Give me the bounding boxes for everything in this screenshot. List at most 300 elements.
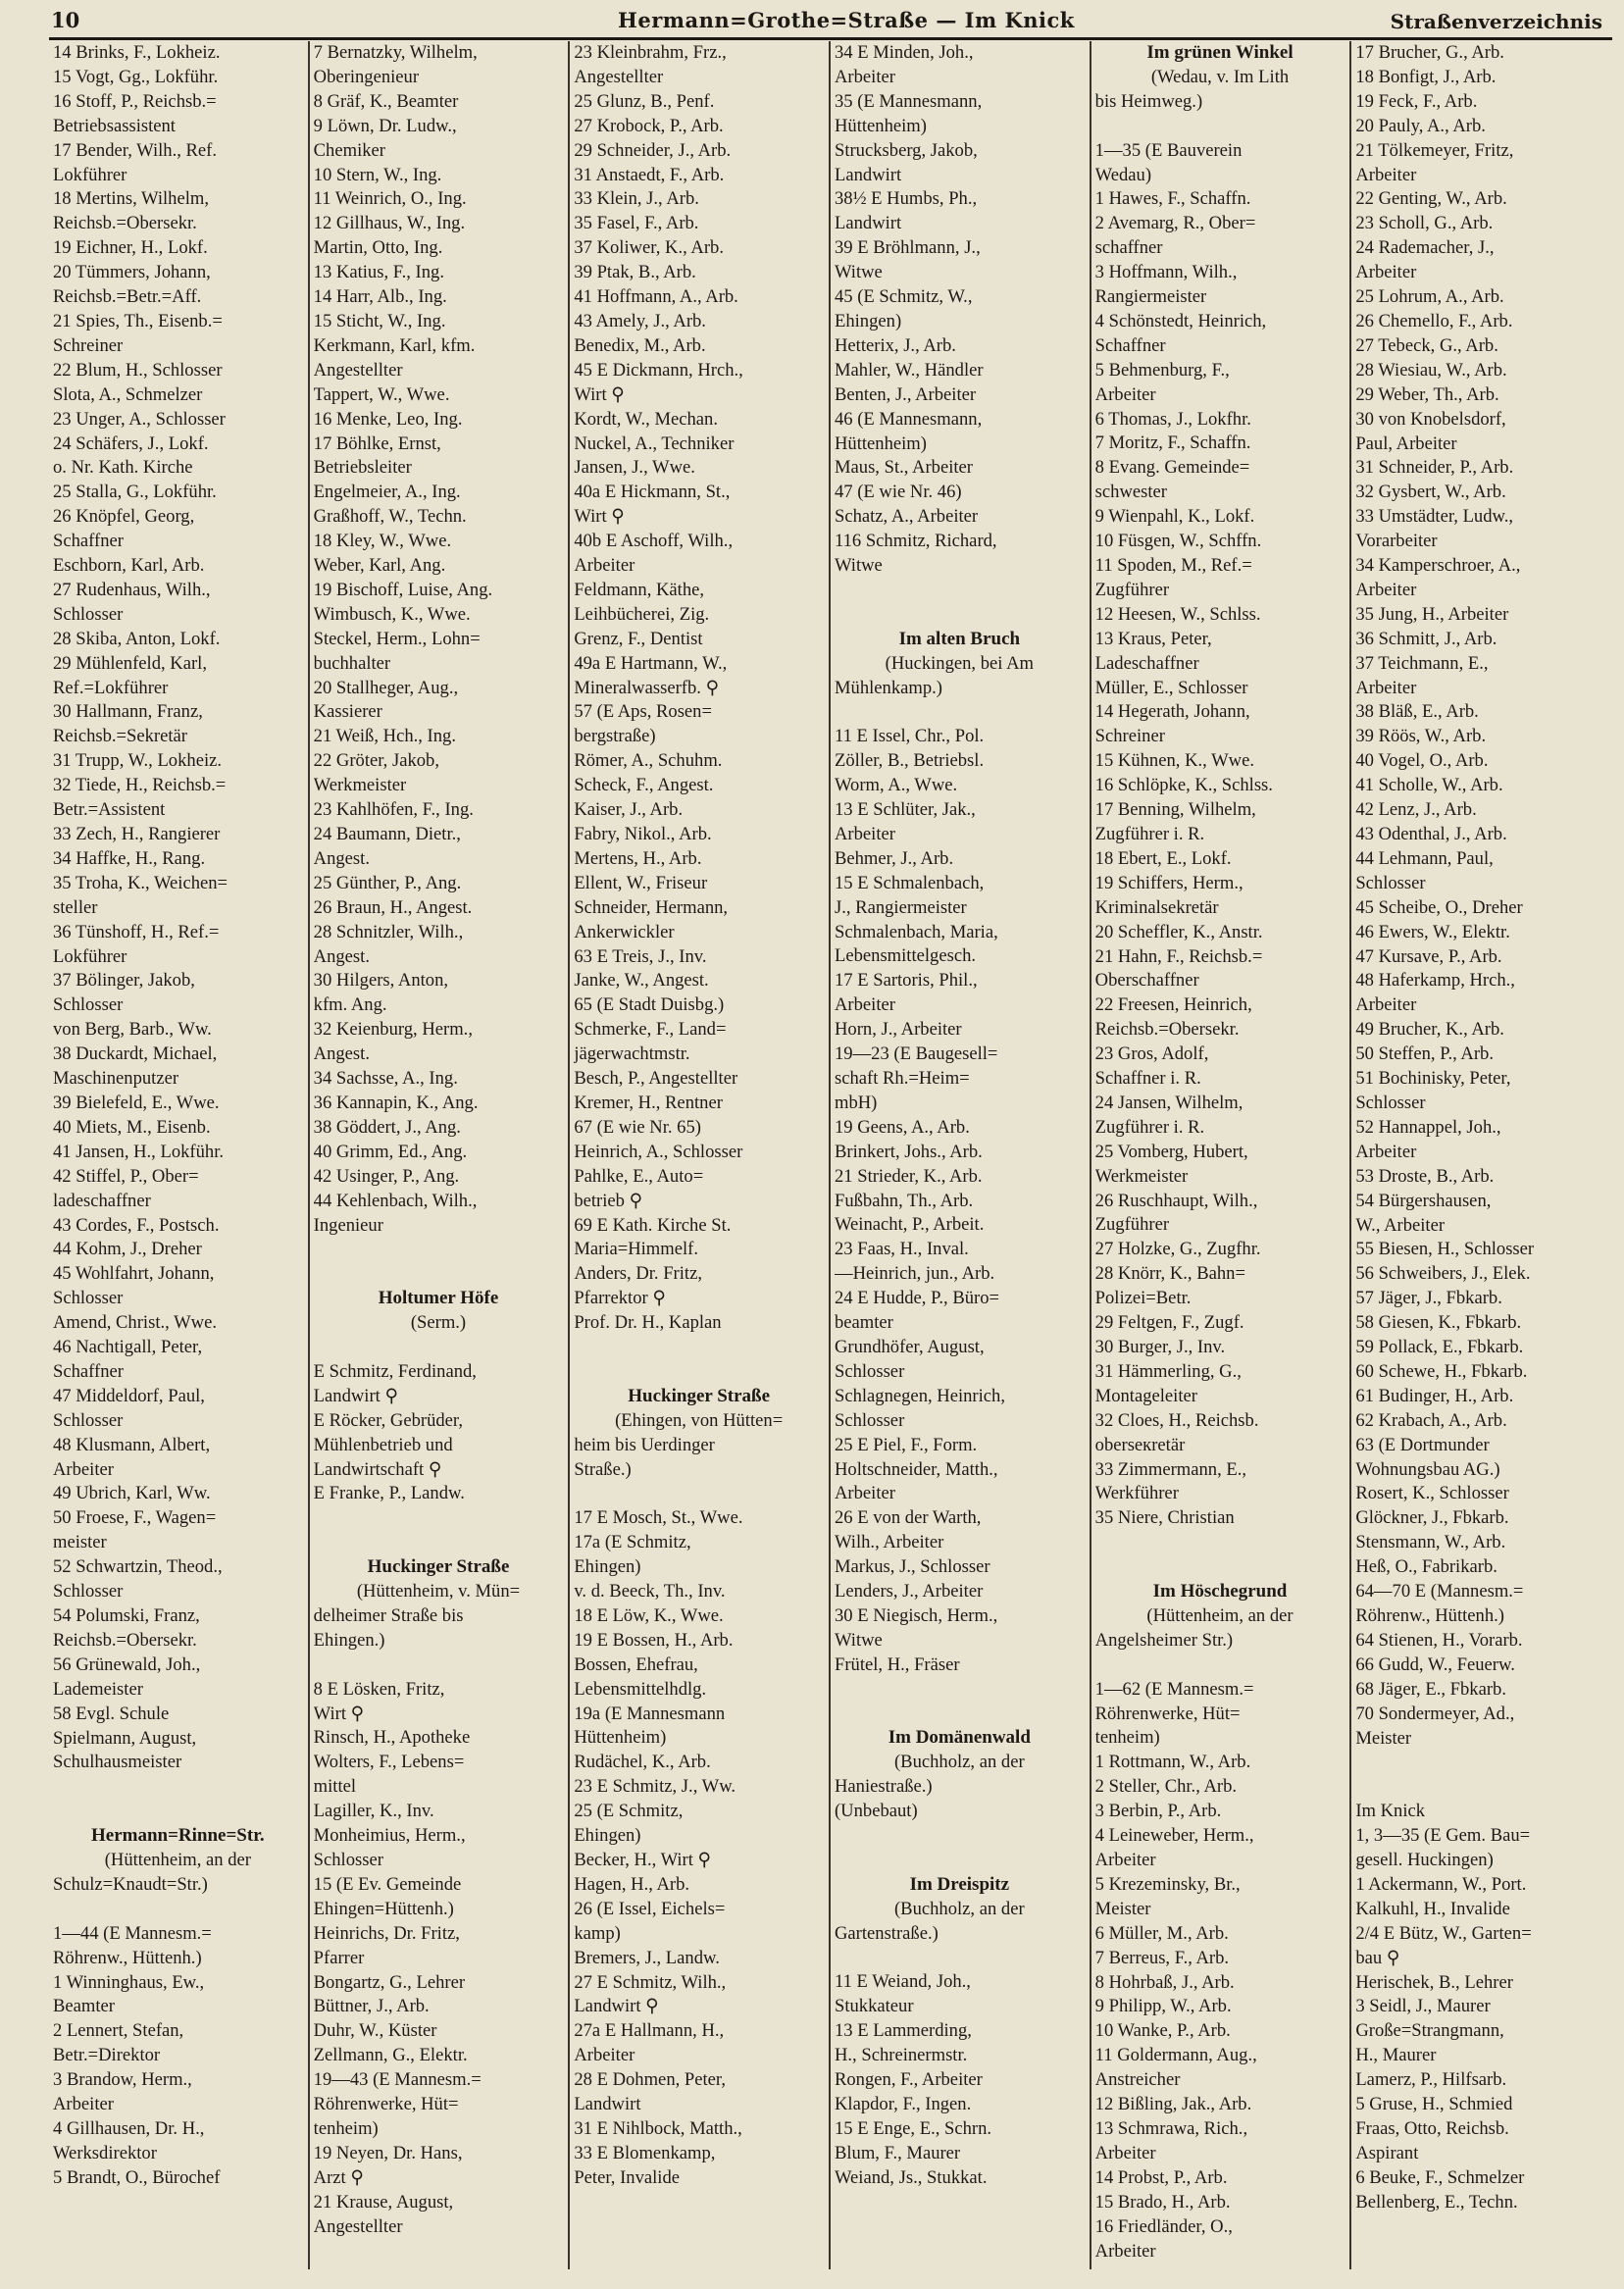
directory-entry: 25 E Piel, F., Form.: [834, 1434, 978, 1455]
directory-entry: 28 Skiba, Anton, Lokf.: [53, 628, 221, 649]
directory-entry: Fußbahn, Th., Arb.: [834, 1190, 974, 1211]
directory-entry: Rangiermeister: [1094, 286, 1207, 308]
directory-entry: 58 Evgl. Schule: [53, 1703, 170, 1724]
directory-entry: 21 Weiß, Hch., Ing.: [313, 726, 456, 747]
directory-entry: 38 Duckardt, Michael,: [53, 1043, 218, 1065]
directory-entry: 25 (E Schmitz,: [574, 1801, 684, 1822]
directory-entry: Schlosser: [834, 1409, 905, 1431]
directory-entry: 35 Fasel, F., Arb.: [574, 213, 699, 234]
directory-entry: 24 Jansen, Wilhelm,: [1094, 1092, 1243, 1113]
directory-entry: 39 Ptak, B., Arb.: [574, 262, 696, 283]
directory-entry: 44 Lehmann, Paul,: [1355, 847, 1494, 869]
directory-entry: Wedau): [1094, 164, 1152, 185]
directory-entry: 69 E Kath. Kirche St.: [574, 1214, 732, 1236]
spacer: [314, 1238, 564, 1262]
directory-entry: Spielmann, August,: [53, 1727, 197, 1749]
directory-entry: 11 E Issel, Chr., Pol.: [834, 726, 985, 747]
directory-entry: Haniestraße.): [834, 1776, 933, 1798]
directory-entry: 25 Günther, P., Ang.: [313, 872, 462, 893]
directory-entry: tenheim): [313, 2117, 379, 2139]
directory-entry: Schulhausmeister: [53, 1752, 182, 1773]
directory-entry: 41 Hoffmann, A., Arb.: [574, 286, 738, 308]
directory-entry: Angest.: [313, 1043, 370, 1065]
directory-entry: W., Arbeiter: [1355, 1214, 1446, 1236]
directory-entry: Bongartz, G., Lehrer: [313, 1971, 466, 1993]
directory-entry: E Franke, P., Landw.: [313, 1483, 465, 1504]
directory-entry: meister: [53, 1532, 107, 1553]
directory-entry: 13 Kraus, Peter,: [1094, 628, 1212, 649]
directory-entry: Amend, Christ., Wwe.: [53, 1312, 217, 1334]
spacer: [835, 1947, 1085, 1971]
directory-entry: E Röcker, Gebrüder,: [313, 1409, 464, 1431]
spacer: [314, 1506, 564, 1531]
directory-entry: 44 Kehlenbach, Wilh.,: [313, 1190, 478, 1211]
street-note: (Hüttenheim, v. Mün=: [356, 1581, 521, 1602]
directory-entry: 9 Philipp, W., Arb.: [1094, 1996, 1232, 2017]
directory-entry: 28 Schnitzler, Wilh.,: [313, 921, 464, 942]
directory-entry: 5 Brandt, O., Bürochef: [53, 2166, 221, 2188]
directory-entry: 1 Ackermann, W., Port.: [1355, 1873, 1527, 1895]
directory-entry: Grundhöfer, August,: [834, 1336, 985, 1357]
directory-entry: 43 Cordes, F., Postsch.: [53, 1214, 220, 1236]
directory-entry: 23 E Schmitz, J., Ww.: [574, 1776, 736, 1798]
directory-entry: Benten, J., Arbeiter: [834, 383, 977, 405]
directory-entry: Arbeiter: [1355, 262, 1417, 283]
directory-entry: 40 Vogel, O., Arb.: [1355, 750, 1489, 772]
directory-entry: 41 Jansen, H., Lokführ.: [53, 1141, 225, 1162]
directory-entry: Maria=Himmelf.: [574, 1239, 698, 1260]
directory-entry: 57 Jäger, J., Fbkarb.: [1355, 1288, 1502, 1309]
directory-entry: 2 Lennert, Stefan,: [53, 2020, 184, 2042]
column-3: [570, 41, 831, 2269]
directory-entry: 32 Cloes, H., Reichsb.: [1094, 1409, 1259, 1431]
directory-entry: delheimer Straße bis: [313, 1604, 464, 1626]
spacer: [1095, 1531, 1345, 1555]
directory-entry: 24 Rademacher, J.,: [1355, 237, 1495, 259]
directory-entry: 30 von Knobelsdorf,: [1355, 408, 1506, 430]
directory-entry: Ehingen): [834, 310, 902, 331]
directory-entry: schaft Rh.=Heim=: [834, 1068, 970, 1090]
directory-entry: Schlosser: [834, 1360, 905, 1382]
directory-entry: 12 Bißling, Jak., Arb.: [1094, 2094, 1252, 2115]
directory-entry: 63 E Treis, J., Inv.: [574, 945, 707, 967]
spacer: [314, 1531, 564, 1555]
directory-entry: Mertens, H., Arb.: [574, 847, 702, 869]
directory-entry: 17 Benning, Wilhelm,: [1094, 799, 1256, 821]
section-title: Straßenverzeichnis: [1390, 10, 1602, 33]
directory-entry: 40a E Hickmann, St.,: [574, 482, 731, 503]
spacer: [835, 1678, 1085, 1703]
spacer: [1355, 1751, 1607, 1775]
directory-entry: Leihbücherei, Zig.: [574, 603, 710, 625]
spacer: [835, 1849, 1085, 1873]
directory-entry: Lademeister: [53, 1678, 143, 1700]
directory-entry: 36 Kannapin, K., Ang.: [313, 1092, 479, 1113]
spacer: [574, 1336, 824, 1360]
directory-entry: Anders, Dr. Fritz,: [574, 1263, 702, 1285]
directory-entry: 2/4 E Bütz, W., Garten=: [1355, 1922, 1532, 1944]
directory-entry: Frütel, H., Fräser: [834, 1653, 960, 1675]
spacer: [53, 1898, 303, 1922]
directory-entry: 47 Kursave, P., Arb.: [1355, 945, 1502, 967]
street-note: (Buchholz, an der: [893, 1752, 1025, 1773]
directory-entry: Röhrenwerke, Hüt=: [1094, 1703, 1241, 1724]
directory-entry: Feldmann, Käthe,: [574, 579, 705, 600]
directory-entry: Zellmann, G., Elektr.: [313, 2045, 468, 2066]
directory-entry: 38 Bläß, E., Arb.: [1355, 701, 1479, 723]
directory-entry: 8 Gräf, K., Beamter: [313, 90, 459, 112]
spacer: [835, 700, 1085, 725]
directory-entry: Hetterix, J., Arb.: [834, 334, 956, 356]
directory-entry: 42 Lenz, J., Arb.: [1355, 799, 1477, 821]
directory-entry: 17 Böhlke, Ernst,: [313, 432, 441, 454]
street-heading: Hermann=Rinne=Str.: [90, 1825, 265, 1847]
directory-entry: 8 Evang. Gemeinde=: [1094, 457, 1250, 479]
directory-entry: Schlosser: [1355, 872, 1426, 893]
directory-entry: Werkmeister: [1094, 1165, 1189, 1187]
directory-entry: Maus, St., Arbeiter: [834, 457, 973, 479]
directory-entry: Prof. Dr. H., Kaplan: [574, 1312, 722, 1334]
directory-entry: Schaffner: [1094, 334, 1166, 356]
directory-entry: 30 Hallmann, Franz,: [53, 701, 203, 723]
directory-entry: 10 Stern, W., Ing.: [313, 164, 442, 185]
directory-entry: 19—43 (E Mannesm.=: [313, 2069, 482, 2091]
directory-entry: 17 E Mosch, St., Wwe.: [574, 1507, 743, 1529]
directory-entry: 43 Odenthal, J., Arb.: [1355, 824, 1507, 844]
directory-entry: buchhalter: [313, 652, 391, 674]
directory-entry: 31 Trupp, W., Lokheiz.: [53, 750, 223, 772]
directory-entry: —Heinrich, jun., Arb.: [834, 1263, 995, 1285]
directory-entry: Oberingenieur: [313, 66, 420, 87]
directory-entry: gesell. Huckingen): [1355, 1850, 1494, 1871]
directory-entry: 16 Menke, Leo, Ing.: [313, 408, 463, 430]
directory-entry: Paul, Arbeiter: [1355, 432, 1457, 454]
directory-entry: Grenz, F., Dentist: [574, 628, 703, 649]
columns: [49, 41, 1612, 2269]
directory-entry: beamter: [834, 1312, 893, 1334]
directory-entry: 18 E Löw, K., Wwe.: [574, 1604, 724, 1626]
directory-entry: Maschinenputzer: [53, 1068, 179, 1090]
directory-entry: Lokführer: [53, 945, 127, 967]
directory-entry: Landwirtschaft ⚲: [313, 1458, 442, 1480]
directory-entry: 21 Hahn, F., Reichsb.=: [1094, 945, 1263, 967]
directory-entry: 24 Baumann, Dietr.,: [313, 824, 461, 844]
directory-entry: Arbeiter: [1355, 579, 1417, 600]
directory-entry: Lamerz, P., Hilfsarb.: [1355, 2069, 1507, 2091]
directory-entry: 24 E Hudde, P., Büro=: [834, 1288, 999, 1309]
directory-entry: 27a E Hallmann, H.,: [574, 2020, 725, 2042]
directory-entry: Ref.=Lokführer: [53, 677, 169, 698]
directory-entry: 34 E Minden, Joh.,: [834, 42, 974, 63]
directory-entry: 58 Giesen, K., Fbkarb.: [1355, 1312, 1522, 1334]
directory-entry: von Berg, Barb., Ww.: [53, 1019, 212, 1041]
directory-entry: schwester: [1094, 482, 1167, 503]
directory-entry: 1—62 (E Mannesm.=: [1094, 1678, 1254, 1700]
directory-entry: Schaffner: [53, 531, 124, 552]
directory-entry: Weber, Karl, Ang.: [313, 555, 446, 577]
directory-entry: 20 Stallheger, Aug.,: [313, 677, 459, 698]
directory-entry: schaffner: [1094, 237, 1163, 259]
directory-entry: Wolters, F., Lebens=: [313, 1752, 465, 1773]
directory-entry: 38½ E Humbs, Ph.,: [834, 188, 978, 210]
directory-entry: Röhrenwerke, Hüt=: [313, 2094, 459, 2115]
directory-entry: 28 E Dohmen, Peter,: [574, 2069, 727, 2091]
directory-entry: Arbeiter: [834, 1483, 895, 1504]
directory-entry: Schulz=Knaudt=Str.): [53, 1873, 208, 1895]
directory-entry: Behmer, J., Arb.: [834, 847, 954, 869]
directory-entry: 38 Göddert, J., Ang.: [313, 1116, 461, 1138]
directory-entry: 9 Löwn, Dr. Ludw.,: [313, 115, 457, 136]
directory-entry: Becker, H., Wirt ⚲: [574, 1850, 712, 1871]
directory-entry: Arbeiter: [834, 66, 895, 87]
directory-entry: 63 (E Dortmunder: [1355, 1434, 1490, 1455]
directory-entry: Lagiller, K., Inv.: [313, 1801, 434, 1822]
street-note: (Hüttenheim, an der: [104, 1850, 251, 1871]
directory-entry: Straße.): [574, 1458, 632, 1480]
directory-entry: Vorarbeiter: [1355, 531, 1438, 552]
directory-entry: 1 Hawes, F., Schaffn.: [1094, 188, 1251, 210]
directory-entry: 65 (E Stadt Duisbg.): [574, 994, 725, 1016]
spacer: [314, 1653, 564, 1678]
spacer: [1095, 1555, 1345, 1580]
directory-entry: 31 Hämmerling, G.,: [1094, 1360, 1242, 1382]
directory-entry: Schmalenbach, Maria,: [834, 921, 998, 942]
directory-entry: 66 Gudd, W., Feuerw.: [1355, 1653, 1515, 1675]
directory-entry: 116 Schmitz, Richard,: [834, 531, 997, 552]
directory-entry: 57 (E Aps, Rosen=: [574, 701, 712, 723]
directory-entry: Angest.: [313, 847, 370, 869]
directory-entry: Ehingen=Hüttenh.): [313, 1898, 454, 1919]
directory-entry: 16 Friedländer, O.,: [1094, 2215, 1233, 2237]
directory-entry: 39 Röös, W., Arb.: [1355, 726, 1487, 747]
directory-entry: 35 Troha, K., Weichen=: [53, 872, 228, 893]
directory-entry: 45 E Dickmann, Hrch.,: [574, 359, 743, 381]
directory-entry: Schaffner: [53, 1360, 124, 1382]
directory-entry: Lebensmittelhdlg.: [574, 1678, 707, 1700]
directory-entry: 46 Nachtigall, Peter,: [53, 1337, 203, 1358]
directory-entry: 14 Hegerath, Johann,: [1094, 701, 1250, 723]
directory-entry: Pfarrektor ⚲: [574, 1288, 666, 1309]
directory-entry: Wohnungsbau AG.): [1355, 1458, 1500, 1480]
spacer: [574, 1482, 824, 1506]
directory-entry: Witwe: [834, 555, 883, 577]
directory-entry: 7 Bernatzky, Wilhelm,: [313, 42, 478, 63]
spacer: [1095, 1653, 1345, 1678]
directory-entry: Aspirant: [1355, 2142, 1419, 2163]
directory-entry: H., Schreinermstr.: [834, 2045, 968, 2066]
directory-entry: 22 Blum, H., Schlosser: [53, 359, 223, 381]
directory-entry: Weinacht, P., Arbeit.: [834, 1214, 985, 1236]
directory-entry: Rosert, K., Schlosser: [1355, 1483, 1509, 1504]
directory-entry: 23 Kleinbrahm, Frz.,: [574, 42, 727, 63]
directory-entry: o. Nr. Kath. Kirche: [53, 457, 193, 479]
directory-entry: Mineralwasserfb. ⚲: [574, 677, 720, 698]
directory-entry: Betr.=Assistent: [53, 799, 166, 821]
directory-entry: Zugführer: [1094, 579, 1170, 600]
directory-entry: Schlosser: [53, 1288, 124, 1309]
directory-entry: Angest.: [313, 945, 370, 967]
directory-entry: heim bis Uerdinger: [574, 1434, 715, 1455]
directory-entry: 10 Füsgen, W., Schffn.: [1094, 531, 1262, 552]
directory-entry: Rudächel, K., Arb.: [574, 1752, 711, 1773]
directory-entry: 17 Bender, Wilh., Ref.: [53, 139, 218, 161]
directory-entry: mittel: [313, 1776, 357, 1798]
directory-entry: Angelsheimer Str.): [1094, 1629, 1234, 1651]
directory-entry: 5 Gruse, H., Schmied: [1355, 2094, 1513, 2115]
directory-entry: Gartenstraße.): [834, 1922, 939, 1944]
directory-entry: 16 Stoff, P., Reichsb.=: [53, 90, 217, 112]
directory-entry: Werkmeister: [313, 775, 407, 796]
directory-entry: 54 Bürgershausen,: [1355, 1190, 1492, 1211]
directory-entry: Besch, P., Angestellter: [574, 1068, 738, 1090]
directory-entry: 70 Sondermeyer, Ad.,: [1355, 1703, 1515, 1724]
directory-entry: Wimbusch, K., Wwe.: [313, 603, 471, 625]
directory-entry: Pahlke, E., Auto=: [574, 1165, 704, 1187]
directory-entry: Reichsb.=Obersekr.: [53, 213, 197, 234]
directory-entry: 19 Schiffers, Herm.,: [1094, 872, 1243, 893]
directory-entry: Heinrich, A., Schlosser: [574, 1141, 743, 1162]
directory-entry: 36 Schmitt, J., Arb.: [1355, 628, 1497, 649]
directory-entry: jägerwachtmstr.: [574, 1043, 690, 1065]
directory-entry: 19 Eichner, H., Lokf.: [53, 237, 208, 259]
directory-entry: 15 E Enge, E., Schrn.: [834, 2117, 992, 2139]
directory-entry: Müller, E., Schlosser: [1094, 677, 1248, 698]
directory-entry: Ladeschaffner: [1094, 652, 1199, 674]
directory-entry: 7 Berreus, F., Arb.: [1094, 1947, 1230, 1968]
directory-entry: 32 Gysbert, W., Arb.: [1355, 482, 1506, 503]
directory-entry: Beamter: [53, 1996, 115, 2017]
directory-entry: Schlosser: [53, 994, 124, 1016]
directory-entry: Betr.=Direktor: [53, 2045, 161, 2066]
directory-entry: Heß, O., Fabrikarb.: [1355, 1556, 1497, 1578]
directory-entry: 23 Kahlhöfen, F., Ing.: [313, 799, 474, 821]
directory-entry: Arbeiter: [1355, 1141, 1417, 1162]
directory-entry: Duhr, W., Küster: [313, 2020, 437, 2042]
directory-entry: Kordt, W., Mechan.: [574, 408, 718, 430]
directory-entry: Engelmeier, A., Ing.: [313, 482, 461, 503]
directory-entry: 34 Sachsse, A., Ing.: [313, 1068, 458, 1090]
directory-entry: Schmerke, F., Land=: [574, 1019, 727, 1041]
directory-entry: Graßhoff, W., Techn.: [313, 506, 467, 528]
directory-entry: 52 Hannappel, Joh.,: [1355, 1116, 1501, 1138]
directory-entry: 31 Anstaedt, F., Arb.: [574, 164, 725, 185]
directory-entry: 1 Rottmann, W., Arb.: [1094, 1752, 1251, 1773]
directory-entry: 26 (E Issel, Eichels=: [574, 1898, 726, 1919]
directory-entry: Mühlenbetrieb und: [313, 1434, 453, 1455]
directory-entry: 30 Hilgers, Anton,: [313, 970, 449, 992]
directory-entry: 13 E Schlüter, Jak.,: [834, 799, 976, 821]
directory-entry: Brinkert, Johs., Arb.: [834, 1141, 983, 1162]
directory-entry: 14 Probst, P., Arb.: [1094, 2166, 1228, 2188]
page-number: 10: [51, 8, 80, 32]
directory-entry: Fraas, Otto, Reichsb.: [1355, 2118, 1509, 2139]
directory-entry: 25 Vomberg, Hubert,: [1094, 1141, 1248, 1162]
directory-entry: 4 Gillhausen, Dr. H.,: [53, 2117, 205, 2139]
directory-entry: Witwe: [834, 262, 883, 283]
directory-entry: 12 Heesen, W., Schlss.: [1094, 603, 1261, 625]
directory-entry: 56 Grünewald, Joh.,: [53, 1653, 201, 1675]
directory-entry: Landwirt ⚲: [313, 1385, 399, 1406]
directory-entry: 33 Umstädter, Ludw.,: [1355, 506, 1514, 528]
directory-entry: 23 Faas, H., Inval.: [834, 1239, 969, 1260]
directory-entry: 25 Stalla, G., Lokführ.: [53, 482, 217, 503]
spacer: [835, 1824, 1085, 1849]
directory-entry: Kaiser, J., Arb.: [574, 799, 684, 821]
directory-entry: Kassierer: [313, 701, 382, 723]
directory-entry: 64—70 E (Mannesm.=: [1355, 1581, 1524, 1602]
running-title: Hermann=Grothe=Straße — Im Knick: [618, 8, 1075, 32]
directory-entry: Landwirt: [834, 164, 902, 185]
directory-entry: 23 Scholl, G., Arb.: [1355, 213, 1494, 234]
directory-entry: Arbeiter: [1094, 2240, 1156, 2262]
directory-entry: 1—35 (E Bauverein: [1094, 139, 1243, 161]
street-note: (Serm.): [410, 1312, 467, 1334]
directory-entry: 19—23 (E Baugesell=: [834, 1043, 998, 1065]
directory-entry: Bremers, J., Landw.: [574, 1947, 720, 1968]
directory-entry: 24 Schäfers, J., Lokf.: [53, 432, 209, 454]
directory-entry: 13 E Lammerding,: [834, 2020, 972, 2042]
directory-entry: Witwe: [834, 1629, 883, 1651]
directory-entry: 26 Braun, H., Angest.: [313, 896, 473, 918]
directory-entry: Lokführer: [53, 164, 127, 185]
directory-entry: 32 Tiede, H., Reichsb.=: [53, 775, 227, 796]
directory-entry: 3 Seidl, J., Maurer: [1355, 1996, 1491, 2017]
directory-entry: Arbeiter: [1355, 994, 1417, 1016]
directory-entry: Arbeiter: [1094, 2142, 1156, 2163]
directory-entry: Scheck, F., Angest.: [574, 775, 714, 796]
directory-entry: 40 Grimm, Ed., Ang.: [313, 1141, 468, 1162]
directory-entry: 15 Vogt, Gg., Lokführ.: [53, 66, 219, 87]
directory-entry: 54 Polumski, Franz,: [53, 1605, 200, 1626]
directory-entry: 31 E Nihlbock, Matth.,: [574, 2117, 742, 2139]
directory-entry: 43 Amely, J., Arb.: [574, 310, 706, 331]
directory-entry: 31 Schneider, P., Arb.: [1355, 457, 1514, 479]
directory-entry: 20 Pauly, A., Arb.: [1355, 115, 1486, 136]
directory-entry: 26 Knöpfel, Georg,: [53, 506, 195, 528]
directory-entry: 62 Krabach, A., Arb.: [1355, 1409, 1507, 1431]
directory-entry: 13 Schmrawa, Rich.,: [1094, 2117, 1248, 2139]
directory-entry: 5 Krezeminsky, Br.,: [1094, 1873, 1241, 1895]
directory-entry: 4 Leineweber, Herm.,: [1094, 1825, 1254, 1847]
directory-entry: bergstraße): [574, 726, 656, 747]
spacer: [835, 603, 1085, 628]
directory-entry: Worm, A., Wwe.: [834, 775, 958, 796]
directory-entry: 23 Gros, Adolf,: [1094, 1043, 1209, 1065]
directory-entry: Strucksberg, Jakob,: [834, 139, 978, 161]
directory-entry: 50 Steffen, P., Arb.: [1355, 1043, 1494, 1065]
directory-entry: 20 Tümmers, Johann,: [53, 262, 211, 283]
directory-entry: 40 Miets, M., Eisenb.: [53, 1116, 211, 1138]
street-heading: Im grünen Winkel: [1146, 42, 1294, 63]
directory-entry: bis Heimweg.): [1094, 90, 1203, 112]
directory-entry: 2 Avemarg, R., Ober=: [1094, 213, 1256, 234]
directory-entry: Jansen, J., Wwe.: [574, 457, 695, 479]
directory-entry: 53 Droste, B., Arb.: [1355, 1165, 1495, 1187]
spacer: [574, 1360, 824, 1385]
directory-entry: Mühlenkamp.): [834, 677, 942, 698]
directory-entry: v. d. Beeck, Th., Inv.: [574, 1581, 726, 1602]
directory-entry: Ellent, W., Friseur: [574, 872, 708, 893]
directory-entry: Reichsb.=Obersekr.: [53, 1629, 197, 1651]
directory-entry: Schlosser: [313, 1849, 383, 1870]
spacer: [1095, 115, 1345, 139]
directory-entry: Ankerwickler: [574, 921, 675, 942]
directory-entry: Hüttenheim): [834, 115, 927, 136]
directory-entry: Fabry, Nikol., Arb.: [574, 824, 712, 844]
directory-entry: 42 Usinger, P., Ang.: [313, 1165, 460, 1187]
directory-entry: 29 Mühlenfeld, Karl,: [53, 652, 207, 674]
directory-entry: ladeschaffner: [53, 1190, 151, 1211]
